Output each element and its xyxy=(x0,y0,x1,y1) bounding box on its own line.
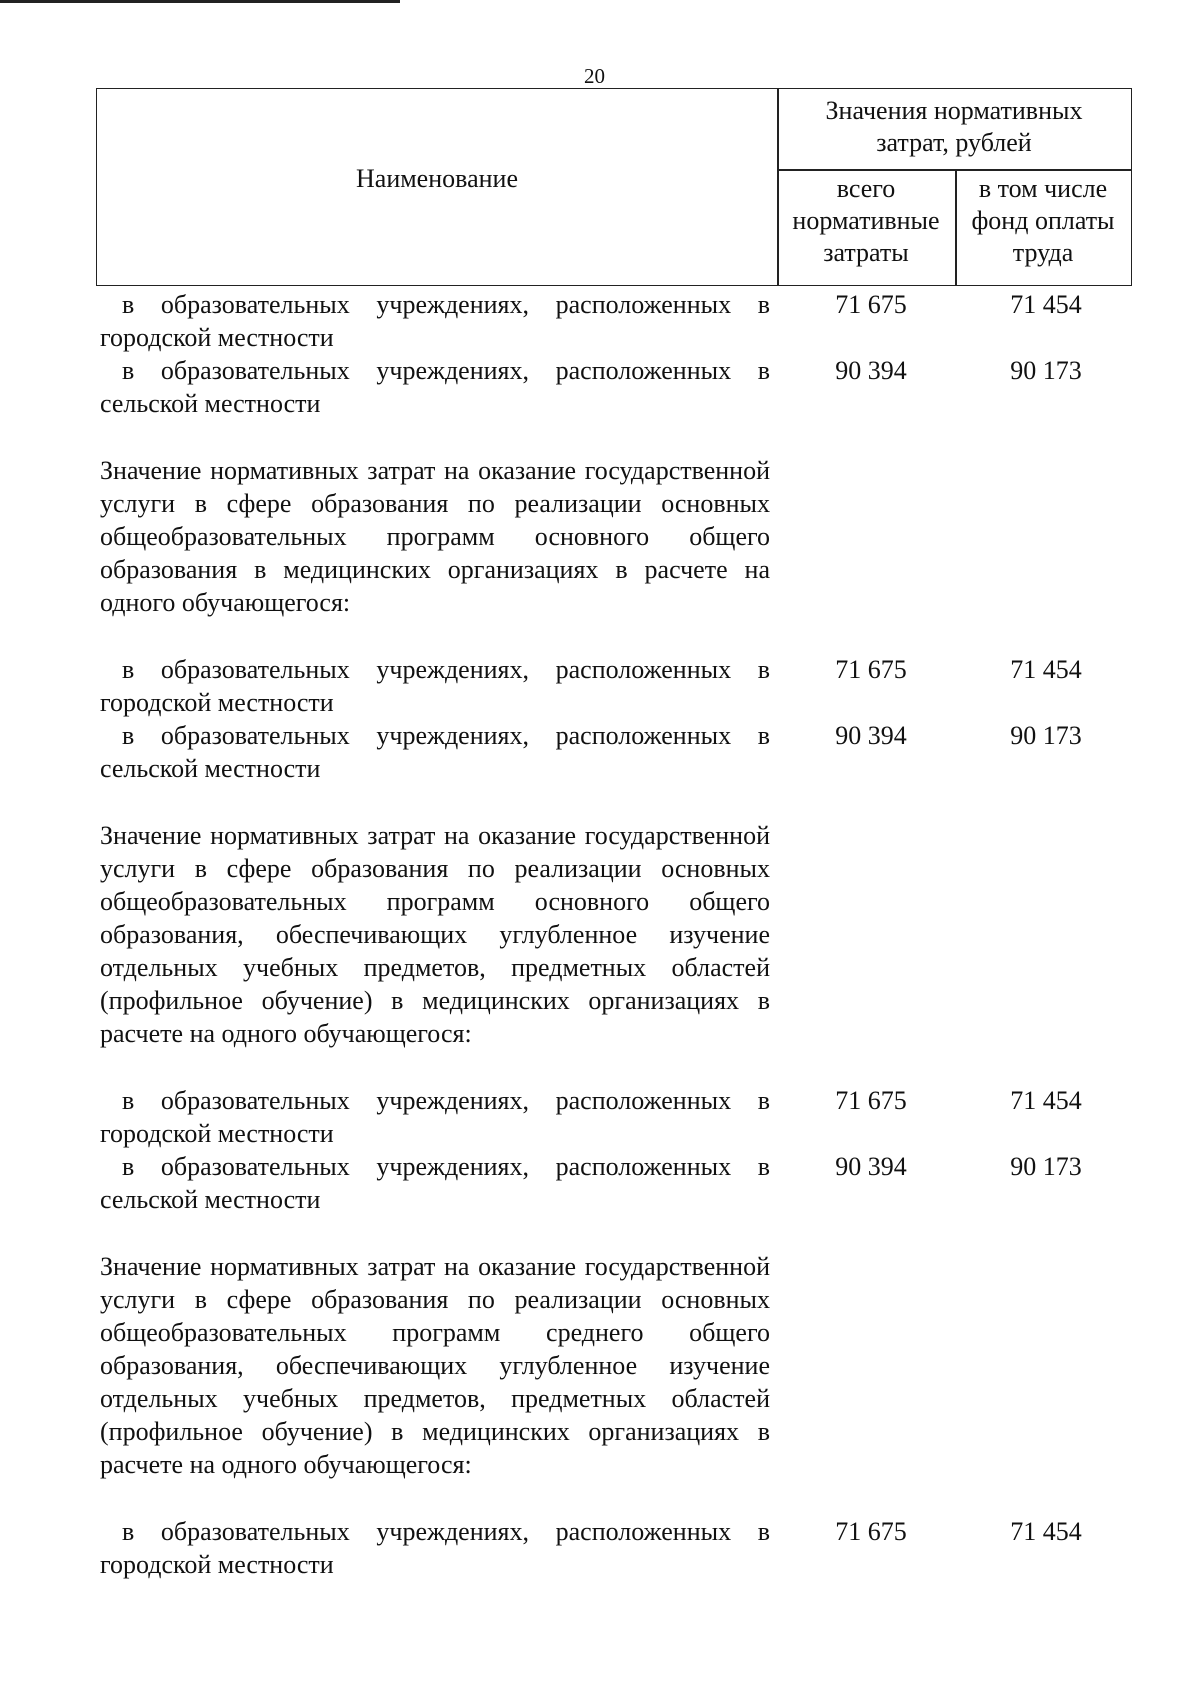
header-name-column: Наименование xyxy=(356,164,518,193)
row-wage: 90 173 xyxy=(1010,721,1082,750)
section-heading: Значение нормативных затрат на оказание государственной услуги в сфере образования по реализации основных общеобразовательных программ основного общего образования в медицинских организациях в расчете на одного обучающегося: xyxy=(100,456,770,617)
section-heading: Значение нормативных затрат на оказание государственной услуги в сфере образования по реализации основных общеобразовательных программ среднего общего образования, обеспечивающих углубленное изучение отдельных учебных предметов, предметных областей (профильное обучение) в медицинских организациях в расчете на одного обучающегося: xyxy=(100,1252,770,1479)
section-heading-row xyxy=(100,819,1132,1050)
top-rule xyxy=(0,0,400,3)
table-row xyxy=(100,1084,1132,1150)
row-label: в образовательных учреждениях, расположенных в сельской местности xyxy=(100,1152,770,1214)
row-total: 90 394 xyxy=(835,356,907,385)
section-heading-row xyxy=(100,454,1132,619)
row-wage: 71 454 xyxy=(1010,1086,1082,1115)
table-header xyxy=(96,88,1132,286)
row-label: в образовательных учреждениях, расположенных в сельской местности xyxy=(100,356,770,418)
row-wage: 90 173 xyxy=(1010,356,1082,385)
row-wage: 71 454 xyxy=(1010,1517,1082,1546)
table-row xyxy=(100,1515,1132,1581)
row-label: в образовательных учреждениях, расположенных в городской местности xyxy=(100,655,770,717)
row-label: в образовательных учреждениях, расположенных в сельской местности xyxy=(100,721,770,783)
row-total: 71 675 xyxy=(835,1086,907,1115)
table-body xyxy=(100,288,1132,1581)
table-row xyxy=(100,288,1132,354)
header-divider-horizontal xyxy=(777,169,1131,171)
header-wage-column: в том числе фонд оплаты труда xyxy=(971,174,1115,267)
row-label: в образовательных учреждениях, расположенных в городской местности xyxy=(100,1517,770,1579)
table-row xyxy=(100,1150,1132,1216)
section-heading: Значение нормативных затрат на оказание государственной услуги в сфере образования по реализации основных общеобразовательных программ основного общего образования, обеспечивающих углубленное изучение отдельных учебных предметов, предметных областей (профильное обучение) в медицинских организациях в расчете на одного обучающегося: xyxy=(100,821,770,1048)
row-total: 90 394 xyxy=(835,721,907,750)
page-number: 20 xyxy=(584,64,605,88)
header-values-group: Значения нормативных затрат, рублей xyxy=(825,96,1083,157)
row-wage: 71 454 xyxy=(1010,290,1082,319)
row-wage: 90 173 xyxy=(1010,1152,1082,1181)
row-label: в образовательных учреждениях, расположенных в городской местности xyxy=(100,290,770,352)
section-heading-row xyxy=(100,1250,1132,1481)
table-row xyxy=(100,719,1132,785)
table-row xyxy=(100,653,1132,719)
row-wage: 71 454 xyxy=(1010,655,1082,684)
row-total: 90 394 xyxy=(835,1152,907,1181)
row-label: в образовательных учреждениях, расположенных в городской местности xyxy=(100,1086,770,1148)
row-total: 71 675 xyxy=(835,655,907,684)
header-total-column: всего нормативные затраты xyxy=(792,174,940,267)
row-total: 71 675 xyxy=(835,290,907,319)
row-total: 71 675 xyxy=(835,1517,907,1546)
table-row xyxy=(100,354,1132,420)
